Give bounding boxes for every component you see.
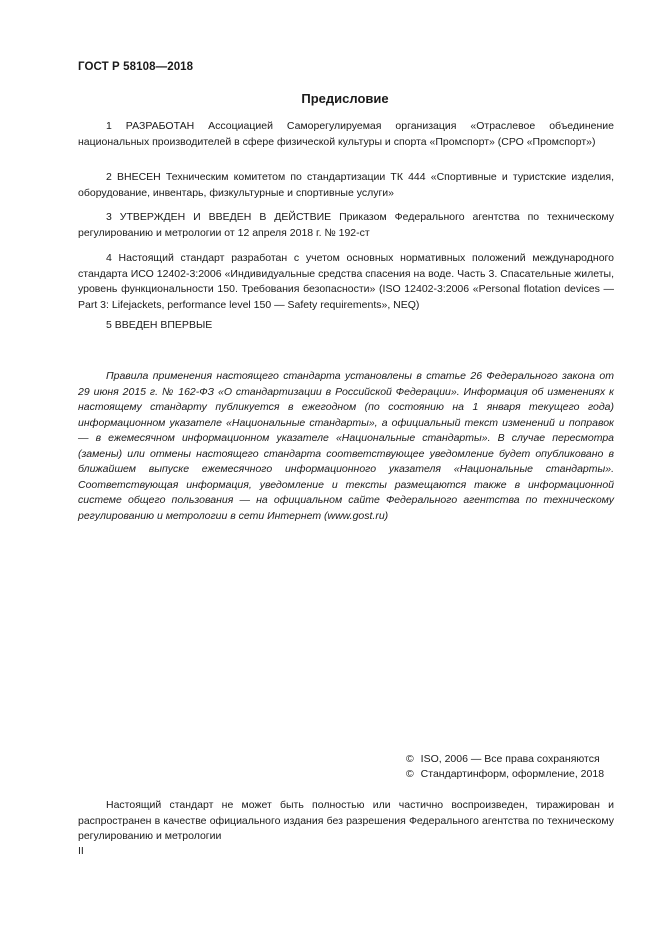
page-number: II [78, 845, 84, 857]
standard-code: ГОСТ Р 58108—2018 [78, 61, 194, 73]
copyright-text: Стандартинформ, оформление, 2018 [420, 768, 605, 780]
foreword-item-1: 1 РАЗРАБОТАН Ассоциацией Саморегулируемая организация «Отраслевое объединение национальных производителей в сфере физической культуры и спорта «Промспорт» (СРО «Промспорт») [78, 120, 614, 148]
application-rules-paragraph: Правила применения настоящего стандарта установлены в статье 26 Федерального закона от 29 июня 2015 г. № 162-ФЗ «О стандартизации в Российской Федерации». Информация об изменениях к настоящему стандарту публикуется в ежегодном (по состоянию на 1 января текущего года) информационном указателе «Национальные стандарты», а официальный текст изменений и поправок — в ежемесячном информационном указателе «Национальные стандарты». В случае пересмотра (замены) или отмены настоящего стандарта соответствующее уведомление будет опубликовано в ближайшем выпуске ежемесячного информационного указателя «Национальные стандарты». Соответствующая информация, уведомление и тексты размещаются также в информационной системе общего пользования — на официальном сайте Федерального агентства по техническому регулированию и метрологии в сети Интернет (www.gost.ru) [78, 370, 614, 522]
foreword-item-3: 3 УТВЕРЖДЕН И ВВЕДЕН В ДЕЙСТВИЕ Приказом Федерального агентства по техническому регулированию и метрологии от 12 апреля 2018 г. № 192-ст [78, 211, 614, 239]
page-title: Предисловие [301, 91, 389, 106]
copyright-symbol: © [406, 768, 414, 780]
copyright-symbol: © [406, 753, 414, 765]
foreword-item-5: 5 ВВЕДЕН ВПЕРВЫЕ [106, 319, 213, 331]
reproduction-notice: Настоящий стандарт не может быть полностью или частично воспроизведен, тиражирован и распространен в качестве официального издания без разрешения Федерального агентства по техническому регулированию и метрологии [78, 799, 614, 842]
copyright-line-standartinform [406, 767, 604, 783]
foreword-item-4: 4 Настоящий стандарт разработан с учетом основных нормативных положений международного стандарта ИСО 12402-3:2006 «Индивидуальные средства спасения на воде. Часть 3. Спасательные жилеты, уровень функциональности 150. Требования безопасности» (ISO 12402-3:2006 «Personal flotation devices — Part 3: Lifejackets, performance level 150 — Safety requirements», NEQ) [78, 252, 614, 311]
copyright-line-iso [406, 752, 600, 768]
copyright-text: ISO, 2006 — Все права сохраняются [420, 753, 600, 765]
foreword-item-2: 2 ВНЕСЕН Техническим комитетом по стандартизации ТК 444 «Спортивные и туристские изделия, оборудование, инвентарь, физкультурные и спортивные услуги» [78, 171, 614, 199]
